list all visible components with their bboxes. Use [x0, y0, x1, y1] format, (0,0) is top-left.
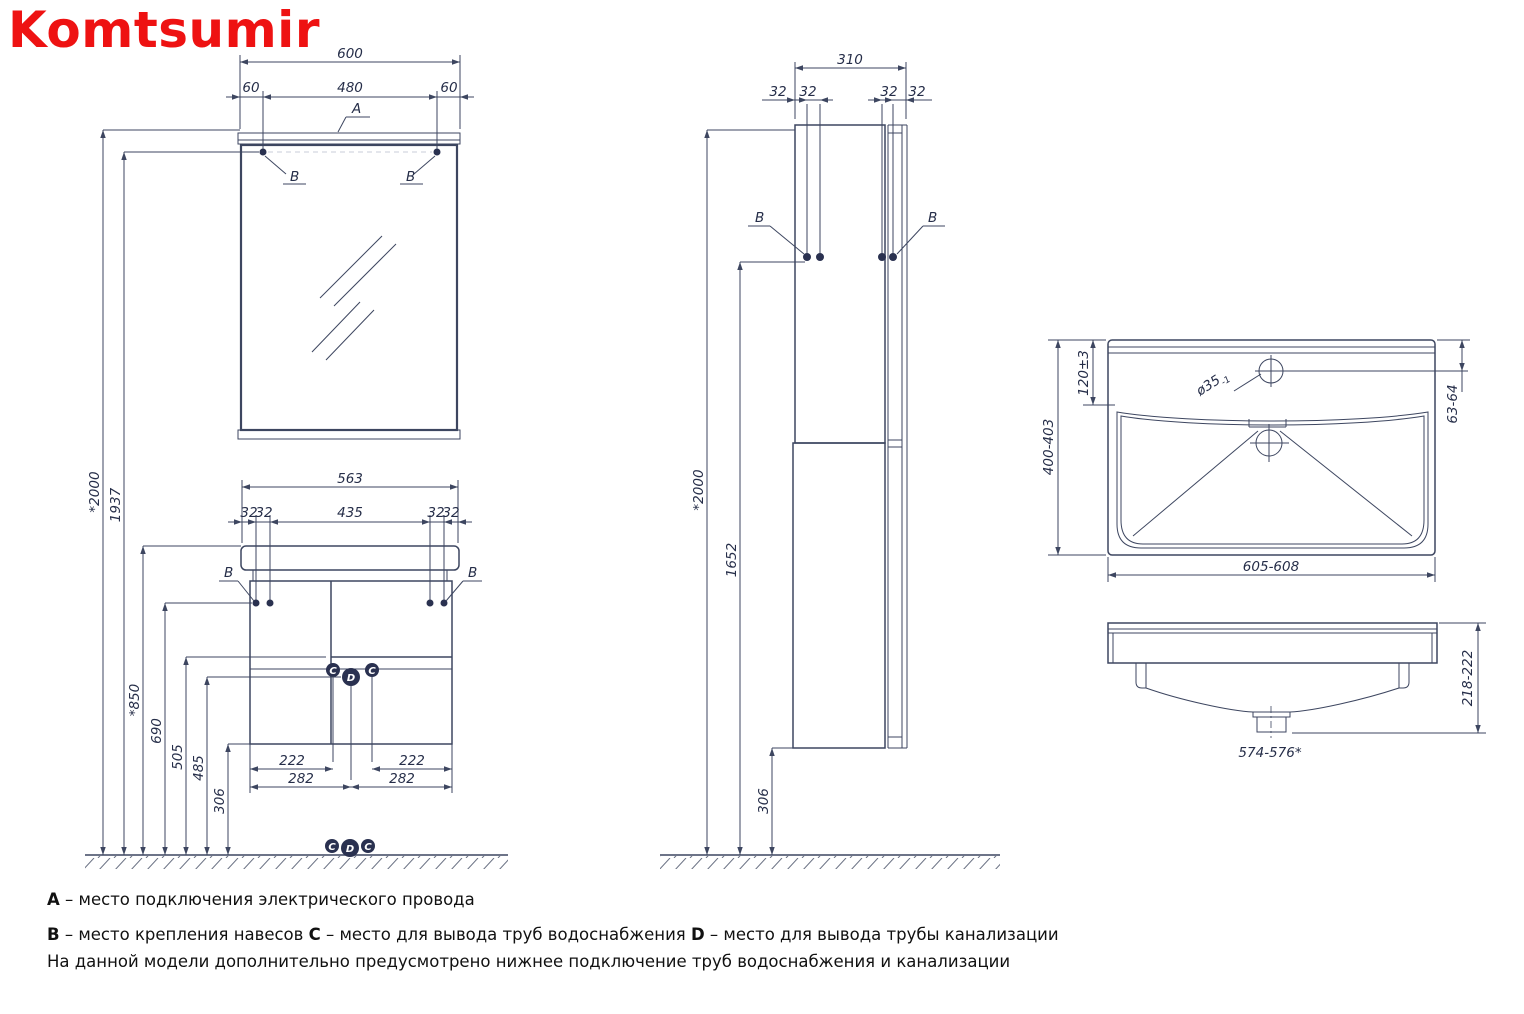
- dim-text: 480: [337, 80, 363, 96]
- dim-63-64: [1437, 340, 1470, 424]
- legend-key-d: D: [690, 925, 705, 944]
- dim-306-front: [212, 744, 252, 855]
- dim-text: 32: [442, 505, 460, 521]
- dim-text: *2000: [87, 471, 103, 513]
- legend-line-3: На данной модели дополнительно предусмотрено нижнее подключение труб водоснабжения и канализации: [47, 952, 1011, 971]
- legend-text: – место подключения электрического провода: [59, 890, 475, 909]
- label-b: B: [406, 169, 416, 185]
- dim-text: 306: [756, 788, 772, 814]
- dim-text: 222: [399, 753, 425, 769]
- sink-bowl: [1117, 412, 1428, 548]
- label-b: B: [928, 210, 938, 226]
- dim-690: [149, 603, 252, 855]
- dim-574-576: 574-576*: [1238, 745, 1302, 761]
- dim-text: ø35: [1193, 372, 1224, 400]
- hanger-dot: [889, 253, 897, 261]
- dim-text: *850: [127, 683, 143, 717]
- dim-faucet-diameter: [1193, 367, 1233, 402]
- mirror-outline: [241, 145, 457, 430]
- dim-text: 32: [255, 505, 273, 521]
- legend-text: – место крепления навесов: [59, 925, 309, 944]
- cdc-markers-cabinet: [326, 663, 379, 780]
- dim-text: 120±3: [1076, 350, 1092, 396]
- label-b: B: [755, 210, 765, 226]
- dim-306-side: [756, 748, 793, 855]
- label-b: B: [290, 169, 300, 185]
- dim-text: 563: [337, 471, 363, 487]
- label-b: B: [468, 565, 478, 581]
- dim-text: 60: [242, 80, 260, 96]
- dim-text: 32: [880, 84, 898, 100]
- legend-text: – место для вывода труб водоснабжения: [320, 925, 691, 944]
- dim-text: 310: [837, 52, 863, 68]
- sink-front-view: [1108, 623, 1486, 761]
- sink-top-view: [1041, 340, 1470, 582]
- dim-120: [1076, 340, 1115, 405]
- dim-text: 32: [799, 84, 817, 100]
- dim-text: 32: [769, 84, 787, 100]
- legend: [47, 890, 1059, 971]
- mirror-top-strip: [238, 133, 460, 144]
- sink-drain-fitting: [1253, 706, 1290, 738]
- side-hanger-rails: [807, 104, 893, 255]
- dim-text: 485: [191, 755, 207, 781]
- dim-60-480-60: [226, 80, 474, 149]
- marker-c-label: C: [328, 842, 336, 853]
- dim-tolerance: -1: [1219, 374, 1233, 389]
- dim-text: 600: [337, 46, 363, 62]
- side-view: [660, 52, 1000, 869]
- mirror-bottom-strip: [238, 430, 460, 439]
- dim-text: 218-222: [1460, 649, 1476, 707]
- legend-key-b: B: [47, 925, 60, 944]
- dim-text: 32: [908, 84, 926, 100]
- legend-key-c: C: [308, 925, 321, 944]
- sink-bowl-profile: [1146, 688, 1399, 712]
- side-lower-box: [793, 443, 885, 748]
- mirror-b-callout-right: [400, 156, 435, 185]
- dim-485: [191, 677, 341, 855]
- a-callout: [338, 101, 370, 132]
- dim-218-222: [1292, 623, 1486, 733]
- label-a: A: [352, 101, 362, 117]
- dim-text: 1652: [724, 542, 740, 578]
- mirror-glare-lines: [312, 236, 396, 360]
- legend-key-a: A: [47, 890, 60, 909]
- marker-c-label: C: [329, 666, 337, 677]
- dim-text: 32: [427, 505, 445, 521]
- legend-line-1: [47, 890, 475, 909]
- hanger-dot: [267, 600, 274, 607]
- dim-text: 1937: [108, 487, 124, 523]
- hanger-dot: [878, 253, 886, 261]
- dim-text: 400-403: [1041, 418, 1057, 476]
- faucet-hole: [1193, 355, 1468, 402]
- marker-c-label: C: [368, 666, 376, 677]
- dim-text: 690: [149, 718, 165, 744]
- marker-d-label: D: [346, 673, 356, 684]
- hanger-dot: [434, 149, 441, 156]
- dim-text: 306: [212, 788, 228, 814]
- dim-text: 32: [240, 505, 258, 521]
- front-view: [85, 46, 508, 869]
- sink-mounting-lugs: [1136, 663, 1409, 688]
- legend-text: – место для вывода трубы канализации: [704, 925, 1059, 944]
- side-wall-panel: [888, 125, 907, 748]
- dim-text: 505: [170, 744, 186, 770]
- marker-c-label: C: [364, 842, 372, 853]
- hanger-dot: [427, 600, 434, 607]
- side-b-callout-right: [897, 210, 945, 254]
- brand-logo: Komtsumir: [8, 1, 320, 59]
- side-upper-box: [795, 125, 885, 443]
- dim-text: *2000: [691, 469, 707, 511]
- dim-text: 63-64: [1445, 384, 1461, 424]
- dim-text: 282: [288, 771, 314, 787]
- dim-text: 282: [389, 771, 415, 787]
- dim-text: 605-608: [1242, 559, 1300, 575]
- dim-text: 60: [440, 80, 458, 96]
- dim-605-608: [1108, 557, 1435, 582]
- ground-hatch-side: [660, 856, 1000, 869]
- ground-hatch-front: [85, 856, 508, 869]
- hanger-dot: [803, 253, 811, 261]
- mirror-b-callout-left: [265, 156, 306, 185]
- hanger-dot: [816, 253, 824, 261]
- marker-d-label: D: [345, 844, 355, 855]
- legend-line-2: [47, 925, 1059, 944]
- dim-400-403: [1041, 340, 1106, 555]
- dim-row-vanity: [228, 505, 472, 603]
- label-b: B: [224, 565, 234, 581]
- hanger-dot: [260, 149, 267, 156]
- dim-side-2000: [691, 130, 795, 855]
- dim-text: 435: [337, 505, 363, 521]
- countertop: [241, 546, 459, 570]
- dim-text: 222: [279, 753, 305, 769]
